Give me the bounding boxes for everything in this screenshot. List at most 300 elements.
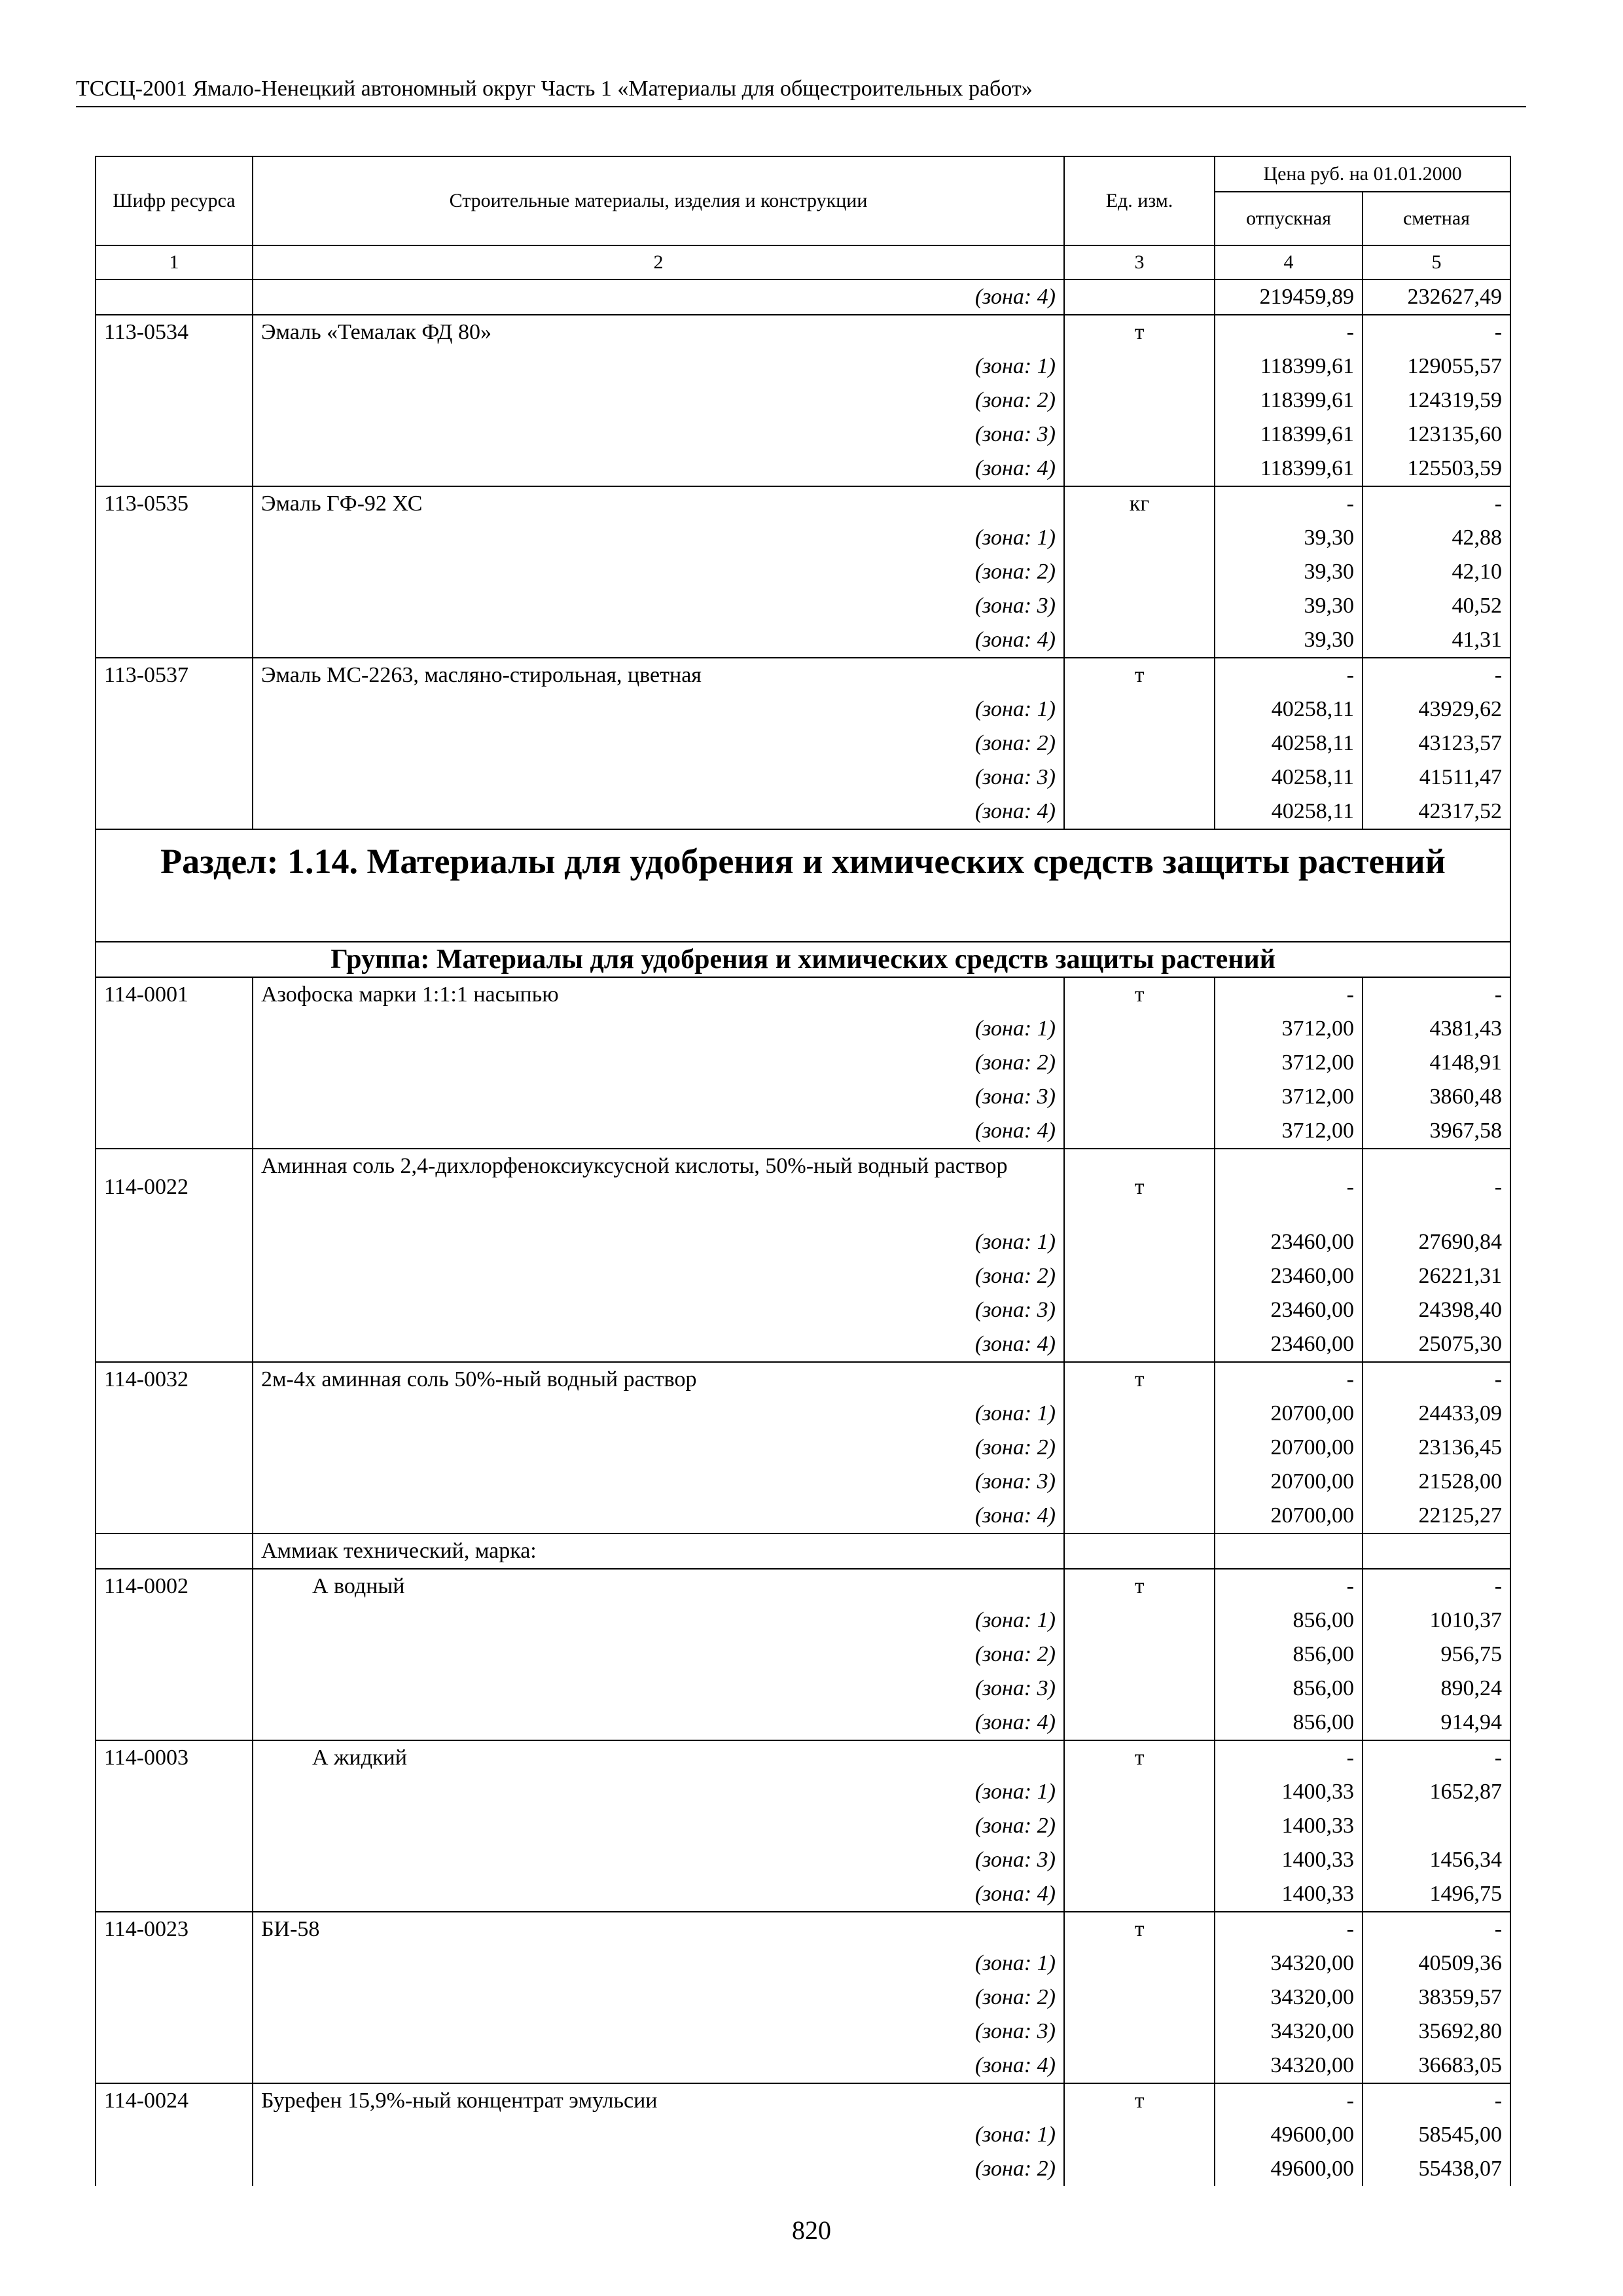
- zone-label: (зона: 2): [253, 1431, 1064, 1465]
- zone-row: [96, 418, 1510, 452]
- table-body-after-b: [96, 1569, 1510, 2186]
- release-price: -: [1215, 1362, 1363, 1397]
- estimate-price: 914,94: [1363, 1706, 1510, 1740]
- zone-label: (зона: 2): [253, 1046, 1064, 1080]
- resource-code: 113-0537: [96, 658, 253, 692]
- column-header-estimate: сметная: [1363, 192, 1510, 245]
- release-price: 49600,00: [1215, 2152, 1363, 2186]
- unit-of-measure: кг: [1064, 486, 1215, 521]
- estimate-price: 55438,07: [1363, 2152, 1510, 2186]
- estimate-price: 40509,36: [1363, 1946, 1510, 1981]
- table-body-before: [96, 279, 1510, 829]
- resource-code: 114-0024: [96, 2083, 253, 2118]
- zone-label: (зона: 3): [253, 1465, 1064, 1499]
- release-price: 1400,33: [1215, 1843, 1363, 1877]
- release-price: -: [1215, 1569, 1363, 1604]
- code-cell: [96, 1946, 253, 1981]
- release-price: 1400,33: [1215, 1775, 1363, 1809]
- item-row: [96, 1149, 1510, 1225]
- estimate-price: 42317,52: [1363, 795, 1510, 829]
- estimate-price: 36683,05: [1363, 2049, 1510, 2083]
- unit-cell: [1064, 1080, 1215, 1114]
- unit-cell: [1064, 1638, 1215, 1672]
- zone-row: [96, 452, 1510, 486]
- estimate-price: 123135,60: [1363, 418, 1510, 452]
- price-table-container: [95, 156, 1510, 2186]
- unit-cell: [1064, 1293, 1215, 1327]
- zone-row: [96, 1080, 1510, 1114]
- release-price: 34320,00: [1215, 2049, 1363, 2083]
- code-cell: [96, 452, 253, 486]
- zone-row: [96, 2118, 1510, 2152]
- estimate-price: 956,75: [1363, 1638, 1510, 1672]
- unit-cell: [1064, 1877, 1215, 1912]
- release-price: 23460,00: [1215, 1293, 1363, 1327]
- unit-of-measure: т: [1064, 1362, 1215, 1397]
- estimate-price: [1363, 1809, 1510, 1843]
- code-cell: [96, 279, 253, 315]
- zone-label: (зона: 4): [253, 1877, 1064, 1912]
- code-cell: [96, 384, 253, 418]
- unit-cell: [1064, 795, 1215, 829]
- item-row: [96, 1362, 1510, 1397]
- zone-row: [96, 1775, 1510, 1809]
- release-price: 20700,00: [1215, 1397, 1363, 1431]
- zone-row: [96, 1114, 1510, 1149]
- code-cell: [96, 726, 253, 761]
- unit-of-measure: т: [1064, 1149, 1215, 1225]
- zone-label: (зона: 3): [253, 1293, 1064, 1327]
- code-cell: [96, 589, 253, 623]
- release-price: 856,00: [1215, 1672, 1363, 1706]
- code-cell: [96, 1259, 253, 1293]
- estimate-price: -: [1363, 977, 1510, 1012]
- estimate-price: 21528,00: [1363, 1465, 1510, 1499]
- unit-of-measure: т: [1064, 315, 1215, 350]
- zone-label: (зона: 4): [253, 1114, 1064, 1149]
- estimate-price: 35692,80: [1363, 2015, 1510, 2049]
- zone-row: [96, 279, 1510, 315]
- estimate-price: 3860,48: [1363, 1080, 1510, 1114]
- material-name: Эмаль МС-2263, масляно-стирольная, цветная: [253, 658, 1064, 692]
- zone-label: (зона: 2): [253, 1809, 1064, 1843]
- estimate-price: 129055,57: [1363, 350, 1510, 384]
- column-header-name: Строительные материалы, изделия и конструкции: [253, 156, 1064, 245]
- zone-row: [96, 1672, 1510, 1706]
- unit-cell: [1064, 1981, 1215, 2015]
- zone-row: [96, 1293, 1510, 1327]
- release-price: 118399,61: [1215, 418, 1363, 452]
- estimate-price: 124319,59: [1363, 384, 1510, 418]
- release-price: 34320,00: [1215, 2015, 1363, 2049]
- zone-label: (зона: 2): [253, 1259, 1064, 1293]
- release-price: -: [1215, 1149, 1363, 1225]
- code-cell: [96, 1012, 253, 1046]
- zone-label: (зона: 4): [253, 1499, 1064, 1534]
- release-price: [1215, 1534, 1363, 1569]
- zone-row: [96, 2049, 1510, 2083]
- unit-of-measure: т: [1064, 1740, 1215, 1775]
- zone-row: [96, 1706, 1510, 1740]
- unit-cell: [1064, 692, 1215, 726]
- estimate-price: 3967,58: [1363, 1114, 1510, 1149]
- material-name: А жидкий: [253, 1740, 1064, 1775]
- code-cell: [96, 1877, 253, 1912]
- zone-row: [96, 1877, 1510, 1912]
- estimate-price: 42,10: [1363, 555, 1510, 589]
- zone-label: (зона: 1): [253, 350, 1064, 384]
- unit-cell: [1064, 1499, 1215, 1534]
- code-cell: [96, 1225, 253, 1259]
- release-price: 34320,00: [1215, 1946, 1363, 1981]
- estimate-price: 40,52: [1363, 589, 1510, 623]
- estimate-price: -: [1363, 486, 1510, 521]
- unit-cell: [1064, 726, 1215, 761]
- zone-label: (зона: 3): [253, 1672, 1064, 1706]
- unit-cell: [1064, 2049, 1215, 2083]
- zone-row: [96, 1397, 1510, 1431]
- zone-row: [96, 521, 1510, 555]
- unit-cell: [1064, 555, 1215, 589]
- release-price: 20700,00: [1215, 1465, 1363, 1499]
- item-row: [96, 1912, 1510, 1946]
- column-number: 4: [1215, 245, 1363, 279]
- code-cell: [96, 521, 253, 555]
- unit-cell: [1064, 589, 1215, 623]
- resource-code: 114-0003: [96, 1740, 253, 1775]
- release-price: 1400,33: [1215, 1877, 1363, 1912]
- column-number: 3: [1064, 245, 1215, 279]
- resource-code: 114-0032: [96, 1362, 253, 1397]
- code-cell: [96, 418, 253, 452]
- zone-label: (зона: 4): [253, 1327, 1064, 1362]
- group-row: [96, 942, 1510, 977]
- zone-label: (зона: 4): [253, 452, 1064, 486]
- unit-cell: [1064, 1114, 1215, 1149]
- zone-label: (зона: 1): [253, 521, 1064, 555]
- zone-label: (зона: 2): [253, 555, 1064, 589]
- estimate-price: 1010,37: [1363, 1604, 1510, 1638]
- zone-row: [96, 1843, 1510, 1877]
- resource-code: 114-0001: [96, 977, 253, 1012]
- code-cell: [96, 1431, 253, 1465]
- unit-of-measure: т: [1064, 2083, 1215, 2118]
- estimate-price: -: [1363, 658, 1510, 692]
- estimate-price: 24433,09: [1363, 1397, 1510, 1431]
- code-cell: [96, 1327, 253, 1362]
- release-price: 40258,11: [1215, 726, 1363, 761]
- item-row: [96, 486, 1510, 521]
- zone-label: (зона: 4): [253, 2049, 1064, 2083]
- zone-label: (зона: 2): [253, 726, 1064, 761]
- release-price: 23460,00: [1215, 1225, 1363, 1259]
- unit-cell: [1064, 1431, 1215, 1465]
- zone-row: [96, 555, 1510, 589]
- unit-cell: [1064, 521, 1215, 555]
- code-cell: [96, 555, 253, 589]
- zone-row: [96, 795, 1510, 829]
- release-price: -: [1215, 315, 1363, 350]
- subheading-block: [96, 1534, 1510, 1569]
- release-price: 856,00: [1215, 1604, 1363, 1638]
- estimate-price: -: [1363, 1149, 1510, 1225]
- estimate-price: 27690,84: [1363, 1225, 1510, 1259]
- item-row: [96, 977, 1510, 1012]
- code-cell: [96, 1706, 253, 1740]
- release-price: 118399,61: [1215, 384, 1363, 418]
- zone-row: [96, 1604, 1510, 1638]
- column-number: 1: [96, 245, 253, 279]
- zone-row: [96, 1638, 1510, 1672]
- zone-row: [96, 2015, 1510, 2049]
- estimate-price: -: [1363, 1740, 1510, 1775]
- release-price: 39,30: [1215, 623, 1363, 658]
- release-price: 3712,00: [1215, 1012, 1363, 1046]
- zone-row: [96, 692, 1510, 726]
- material-name: Азофоска марки 1:1:1 насыпью: [253, 977, 1064, 1012]
- unit-cell: [1064, 1604, 1215, 1638]
- column-header-price: Цена руб. на 01.01.2000: [1215, 156, 1510, 192]
- code-cell: [96, 1809, 253, 1843]
- zone-row: [96, 1981, 1510, 2015]
- unit-cell: [1064, 761, 1215, 795]
- estimate-price: 1496,75: [1363, 1877, 1510, 1912]
- zone-row: [96, 1225, 1510, 1259]
- zone-label: (зона: 1): [253, 1946, 1064, 1981]
- unit-cell: [1064, 1534, 1215, 1569]
- code-cell: [96, 1465, 253, 1499]
- estimate-price: 1456,34: [1363, 1843, 1510, 1877]
- resource-code: 114-0022: [96, 1149, 253, 1225]
- section-row: [96, 829, 1510, 942]
- estimate-price: -: [1363, 1569, 1510, 1604]
- unit-cell: [1064, 1465, 1215, 1499]
- estimate-price: 43123,57: [1363, 726, 1510, 761]
- code-cell: [96, 2049, 253, 2083]
- code-cell: [96, 1672, 253, 1706]
- estimate-price: 24398,40: [1363, 1293, 1510, 1327]
- estimate-price: 25075,30: [1363, 1327, 1510, 1362]
- column-header-code: Шифр ресурса: [96, 156, 253, 245]
- zone-row: [96, 2152, 1510, 2186]
- item-row: [96, 315, 1510, 350]
- release-price: 856,00: [1215, 1638, 1363, 1672]
- zone-label: (зона: 1): [253, 1397, 1064, 1431]
- release-price: 34320,00: [1215, 1981, 1363, 2015]
- unit-cell: [1064, 1012, 1215, 1046]
- code-cell: [96, 1534, 253, 1569]
- estimate-price: 1652,87: [1363, 1775, 1510, 1809]
- zone-label: (зона: 3): [253, 418, 1064, 452]
- unit-cell: [1064, 2015, 1215, 2049]
- estimate-price: -: [1363, 315, 1510, 350]
- release-price: 20700,00: [1215, 1499, 1363, 1534]
- zone-row: [96, 1809, 1510, 1843]
- zone-row: [96, 1946, 1510, 1981]
- code-cell: [96, 795, 253, 829]
- zone-row: [96, 1259, 1510, 1293]
- material-name: А водный: [253, 1569, 1064, 1604]
- item-row: [96, 1740, 1510, 1775]
- unit-cell: [1064, 452, 1215, 486]
- release-price: 23460,00: [1215, 1327, 1363, 1362]
- zone-label: (зона: 4): [253, 623, 1064, 658]
- price-table: [95, 156, 1511, 2186]
- unit-cell: [1064, 1397, 1215, 1431]
- estimate-price: -: [1363, 1912, 1510, 1946]
- estimate-price: 4148,91: [1363, 1046, 1510, 1080]
- zone-label: (зона: 2): [253, 1981, 1064, 2015]
- estimate-price: 890,24: [1363, 1672, 1510, 1706]
- section-block: [96, 829, 1510, 977]
- code-cell: [96, 1114, 253, 1149]
- zone-label: (зона: 3): [253, 589, 1064, 623]
- material-name: Эмаль ГФ-92 ХС: [253, 486, 1064, 521]
- release-price: 20700,00: [1215, 1431, 1363, 1465]
- zone-label: (зона: 3): [253, 1843, 1064, 1877]
- estimate-price: 23136,45: [1363, 1431, 1510, 1465]
- item-row: [96, 2083, 1510, 2118]
- material-name: Аминная соль 2,4-дихлорфеноксиуксусной кислоты, 50%-ный водный раствор: [253, 1149, 1064, 1225]
- material-name: Бурефен 15,9%-ный концентрат эмульсии: [253, 2083, 1064, 2118]
- estimate-price: 42,88: [1363, 521, 1510, 555]
- code-cell: [96, 1981, 253, 2015]
- release-price: 856,00: [1215, 1706, 1363, 1740]
- zone-row: [96, 384, 1510, 418]
- unit-cell: [1064, 1706, 1215, 1740]
- zone-row: [96, 1012, 1510, 1046]
- unit-cell: [1064, 350, 1215, 384]
- estimate-price: 22125,27: [1363, 1499, 1510, 1534]
- zone-row: [96, 1046, 1510, 1080]
- section-title: Раздел: 1.14. Материалы для удобрения и химических средств защиты растений: [96, 829, 1510, 942]
- zone-row: [96, 623, 1510, 658]
- code-cell: [96, 2152, 253, 2186]
- zone-label: (зона: 1): [253, 1012, 1064, 1046]
- code-cell: [96, 761, 253, 795]
- release-price: -: [1215, 658, 1363, 692]
- subheading-label: Аммиак технический, марка:: [253, 1534, 1064, 1569]
- column-number: 5: [1363, 245, 1510, 279]
- unit-of-measure: т: [1064, 1569, 1215, 1604]
- zone-row: [96, 350, 1510, 384]
- code-cell: [96, 1843, 253, 1877]
- code-cell: [96, 350, 253, 384]
- unit-cell: [1064, 2152, 1215, 2186]
- release-price: 118399,61: [1215, 350, 1363, 384]
- estimate-price: -: [1363, 1362, 1510, 1397]
- estimate-price: 125503,59: [1363, 452, 1510, 486]
- estimate-price: 41511,47: [1363, 761, 1510, 795]
- material-name: Эмаль «Темалак ФД 80»: [253, 315, 1064, 350]
- zone-label: (зона: 1): [253, 2118, 1064, 2152]
- zone-row: [96, 1327, 1510, 1362]
- release-price: -: [1215, 1740, 1363, 1775]
- running-header: ТССЦ-2001 Ямало-Ненецкий автономный округ Часть 1 «Материалы для общестроительных работ»: [76, 76, 1526, 107]
- estimate-price: 26221,31: [1363, 1259, 1510, 1293]
- zone-label: (зона: 4): [253, 795, 1064, 829]
- release-price: -: [1215, 486, 1363, 521]
- zone-row: [96, 1499, 1510, 1534]
- estimate-price: 43929,62: [1363, 692, 1510, 726]
- code-cell: [96, 623, 253, 658]
- estimate-price: 41,31: [1363, 623, 1510, 658]
- code-cell: [96, 1046, 253, 1080]
- unit-cell: [1064, 1672, 1215, 1706]
- release-price: 1400,33: [1215, 1809, 1363, 1843]
- zone-label: (зона: 1): [253, 1225, 1064, 1259]
- column-header-unit: Ед. изм.: [1064, 156, 1215, 245]
- release-price: 39,30: [1215, 521, 1363, 555]
- unit-cell: [1064, 1843, 1215, 1877]
- code-cell: [96, 1397, 253, 1431]
- code-cell: [96, 2015, 253, 2049]
- zone-row: [96, 761, 1510, 795]
- item-row: [96, 1569, 1510, 1604]
- code-cell: [96, 1775, 253, 1809]
- table-body-after-a: [96, 977, 1510, 1534]
- item-row: [96, 658, 1510, 692]
- code-cell: [96, 1080, 253, 1114]
- zone-label: (зона: 1): [253, 692, 1064, 726]
- release-price: -: [1215, 2083, 1363, 2118]
- resource-code: 114-0023: [96, 1912, 253, 1946]
- code-cell: [96, 1638, 253, 1672]
- zone-row: [96, 589, 1510, 623]
- unit-cell: [1064, 1225, 1215, 1259]
- zone-label: (зона: 1): [253, 1775, 1064, 1809]
- estimate-price: 38359,57: [1363, 1981, 1510, 2015]
- zone-label: (зона: 4): [253, 1706, 1064, 1740]
- unit-cell: [1064, 418, 1215, 452]
- release-price: 39,30: [1215, 589, 1363, 623]
- column-number: 2: [253, 245, 1064, 279]
- unit-of-measure: т: [1064, 658, 1215, 692]
- estimate-price: 232627,49: [1363, 279, 1510, 315]
- release-price: 40258,11: [1215, 761, 1363, 795]
- release-price: 39,30: [1215, 555, 1363, 589]
- unit-cell: [1064, 384, 1215, 418]
- unit-cell: [1064, 1809, 1215, 1843]
- zone-label: (зона: 2): [253, 2152, 1064, 2186]
- zone-row: [96, 726, 1510, 761]
- release-price: 40258,11: [1215, 692, 1363, 726]
- unit-cell: [1064, 279, 1215, 315]
- zone-row: [96, 1465, 1510, 1499]
- unit-of-measure: т: [1064, 977, 1215, 1012]
- subheading-row: [96, 1534, 1510, 1569]
- resource-code: 113-0535: [96, 486, 253, 521]
- resource-code: 114-0002: [96, 1569, 253, 1604]
- unit-cell: [1064, 1327, 1215, 1362]
- zone-label: (зона: 3): [253, 2015, 1064, 2049]
- release-price: 3712,00: [1215, 1114, 1363, 1149]
- code-cell: [96, 692, 253, 726]
- unit-cell: [1064, 2118, 1215, 2152]
- estimate-price: [1363, 1534, 1510, 1569]
- group-title: Группа: Материалы для удобрения и химических средств защиты растений: [96, 942, 1510, 977]
- unit-cell: [1064, 623, 1215, 658]
- release-price: -: [1215, 977, 1363, 1012]
- unit-cell: [1064, 1046, 1215, 1080]
- column-header-release: отпускная: [1215, 192, 1363, 245]
- release-price: 49600,00: [1215, 2118, 1363, 2152]
- zone-label: (зона: 1): [253, 1604, 1064, 1638]
- release-price: 118399,61: [1215, 452, 1363, 486]
- unit-cell: [1064, 1259, 1215, 1293]
- release-price: 3712,00: [1215, 1080, 1363, 1114]
- table-header: [96, 156, 1510, 279]
